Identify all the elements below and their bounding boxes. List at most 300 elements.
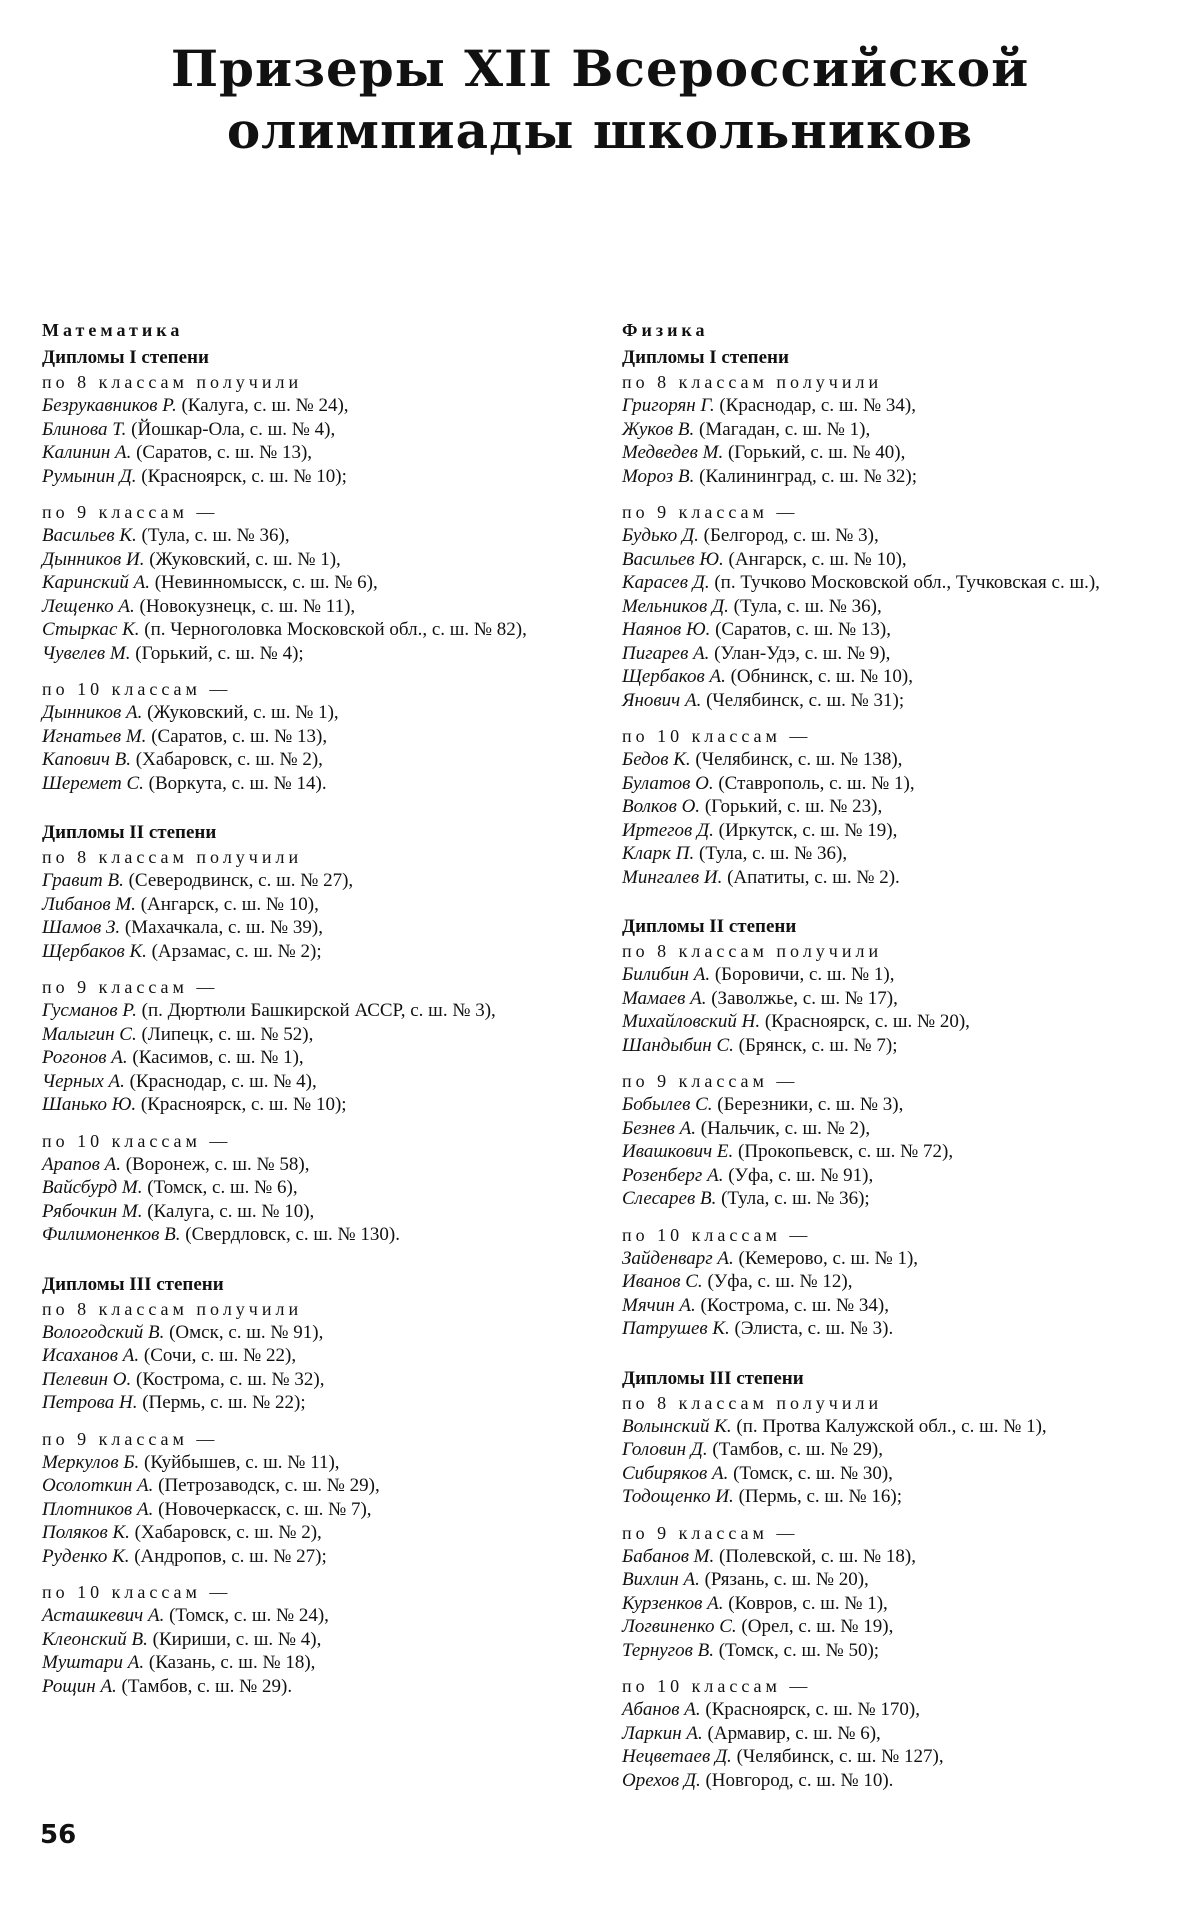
winner-name: Бабанов М. bbox=[622, 1545, 715, 1567]
winner-school: (Уфа, с. ш. № 12), bbox=[707, 1271, 853, 1292]
winner-name: Плотников А. bbox=[42, 1498, 154, 1520]
winner-entry bbox=[622, 866, 1182, 890]
winner-entry bbox=[622, 441, 1182, 465]
winner-entry bbox=[622, 1093, 1182, 1117]
diploma-section bbox=[42, 821, 602, 1247]
grade-group-heading: по 10 классам — bbox=[622, 726, 812, 746]
winner-school: (п. Черноголовка Московской обл., с. ш. № 82), bbox=[144, 619, 527, 640]
winner-entry bbox=[622, 1187, 1182, 1211]
winner-name: Шанько Ю. bbox=[42, 1094, 137, 1115]
winner-entry bbox=[622, 1485, 1182, 1509]
winner-name: Головин Д. bbox=[622, 1439, 708, 1460]
winner-school: (Махачкала, с. ш. № 39), bbox=[124, 917, 323, 938]
winner-school: (Элиста, с. ш. № 3). bbox=[734, 1318, 894, 1339]
winner-entry bbox=[622, 665, 1182, 689]
diploma-section bbox=[622, 915, 1182, 1341]
winner-school: (Краснодар, с. ш. № 4), bbox=[129, 1070, 317, 1092]
winner-name: Стыркас К. bbox=[42, 619, 140, 640]
winner-name: Рощин А. bbox=[42, 1675, 117, 1697]
grade-group-heading: по 10 классам — bbox=[42, 1130, 232, 1151]
winner-name: Орехов Д. bbox=[622, 1769, 701, 1791]
grade-group-heading: по 8 классам получили bbox=[622, 1392, 883, 1413]
winner-entry bbox=[622, 1769, 1182, 1793]
winner-school: (Новочеркасск, с. ш. № 7), bbox=[158, 1498, 372, 1520]
winner-name: Логвиненко С. bbox=[622, 1616, 737, 1637]
winner-school: (Улан-Удэ, с. ш. № 9), bbox=[714, 642, 891, 664]
winner-school: (Красноярск, с. ш. № 10); bbox=[140, 1094, 347, 1115]
winner-school: (Невинномысск, с. ш. № 6), bbox=[154, 572, 378, 593]
winner-name: Дынников А. bbox=[42, 702, 143, 723]
winner-entry bbox=[622, 595, 1182, 619]
winner-school: (Брянск, с. ш. № 7); bbox=[738, 1034, 898, 1056]
grade-group-heading: по 9 классам — bbox=[622, 1071, 799, 1091]
winner-school: (Йошкар-Ола, с. ш. № 4), bbox=[131, 418, 336, 440]
winner-name: Иртегов Д. bbox=[622, 819, 714, 841]
winner-name: Тодощенко И. bbox=[622, 1486, 734, 1507]
winner-school: (Касимов, с. ш. № 1), bbox=[132, 1047, 304, 1068]
winner-entry bbox=[42, 1451, 602, 1475]
winner-school: (Нальчик, с. ш. № 2), bbox=[700, 1117, 871, 1139]
grade-group bbox=[622, 370, 1182, 488]
winner-name: Игнатьев М. bbox=[42, 725, 147, 747]
grade-group bbox=[42, 1580, 602, 1698]
winner-name: Клеонский В. bbox=[42, 1628, 148, 1650]
winner-name: Васильев К. bbox=[42, 525, 137, 546]
winner-name: Шеремет С. bbox=[42, 772, 144, 794]
winner-school: (Прокопьевск, с. ш. № 72), bbox=[738, 1141, 954, 1162]
winner-school: (Саратов, с. ш. № 13), bbox=[715, 619, 892, 640]
winner-entry bbox=[622, 1438, 1182, 1462]
winner-entry bbox=[42, 916, 602, 940]
winner-entry bbox=[42, 1368, 602, 1392]
winner-entry bbox=[42, 1070, 602, 1094]
winner-entry bbox=[42, 772, 602, 796]
winner-entry bbox=[42, 524, 602, 548]
winner-entry bbox=[42, 748, 602, 772]
winner-entry bbox=[622, 1698, 1182, 1722]
winner-school: (Томск, с. ш. № 50); bbox=[718, 1639, 880, 1661]
winner-name: Поляков К. bbox=[42, 1522, 130, 1543]
winner-school: (Красноярск, с. ш. № 10); bbox=[141, 465, 347, 487]
winner-name: Мороз В. bbox=[622, 465, 695, 487]
winner-school: (Томск, с. ш. № 6), bbox=[147, 1177, 298, 1198]
winner-entry bbox=[622, 1615, 1182, 1639]
winner-name: Малыгин С. bbox=[42, 1023, 137, 1045]
winner-name: Муштари А. bbox=[42, 1652, 145, 1673]
winner-school: (Горький, с. ш. № 4); bbox=[135, 642, 304, 664]
grade-group-heading: по 8 классам получили bbox=[42, 847, 303, 867]
winner-school: (п. Тучково Московской обл., Тучковская с. ш.), bbox=[714, 572, 1100, 593]
winner-school: (Воркута, с. ш. № 14). bbox=[148, 772, 327, 794]
grade-group-heading: по 8 классам получили bbox=[42, 372, 303, 392]
winner-entry bbox=[622, 571, 1182, 595]
grade-group-heading: по 8 классам получили bbox=[42, 1298, 303, 1319]
winner-entry bbox=[622, 1545, 1182, 1569]
winner-entry bbox=[42, 465, 602, 489]
winner-name: Булатов О. bbox=[622, 772, 714, 794]
winner-entry bbox=[622, 963, 1182, 987]
winner-school: (Томск, с. ш. № 30), bbox=[733, 1462, 893, 1484]
winner-name: Розенберг А. bbox=[622, 1164, 724, 1186]
winner-name: Пелевин О. bbox=[42, 1368, 132, 1390]
winner-entry bbox=[622, 548, 1182, 572]
grade-group bbox=[42, 1129, 602, 1247]
winner-entry bbox=[622, 842, 1182, 866]
winner-school: (п. Протва Калужской обл., с. ш. № 1), bbox=[736, 1415, 1047, 1437]
winner-name: Ларкин А. bbox=[622, 1722, 703, 1744]
winner-name: Мамаев А. bbox=[622, 987, 707, 1009]
winner-entry bbox=[622, 1010, 1182, 1034]
subject-heading: Физика bbox=[622, 320, 709, 340]
winner-name: Патрушев К. bbox=[622, 1318, 730, 1339]
winner-entry bbox=[622, 642, 1182, 666]
winner-school: (Кемерово, с. ш. № 1), bbox=[738, 1247, 919, 1269]
winner-name: Капович В. bbox=[42, 749, 132, 770]
winner-school: (Северодвинск, с. ш. № 27), bbox=[128, 870, 354, 891]
winner-entry bbox=[622, 1462, 1182, 1486]
winner-school: (Тула, с. ш. № 36), bbox=[141, 525, 290, 546]
winner-school: (Калининград, с. ш. № 32); bbox=[699, 465, 918, 487]
winner-entry bbox=[622, 772, 1182, 796]
winner-entry bbox=[42, 999, 602, 1023]
winner-name: Слесарев В. bbox=[622, 1188, 717, 1209]
grade-group-heading: по 8 классам получили bbox=[622, 941, 883, 961]
winner-school: (Куйбышев, с. ш. № 11), bbox=[144, 1451, 340, 1473]
column-mathematics bbox=[42, 318, 602, 1724]
grade-group-heading: по 8 классам получили bbox=[622, 372, 883, 392]
page-title bbox=[0, 38, 1200, 162]
winner-school: (Ковров, с. ш. № 1), bbox=[728, 1592, 888, 1614]
winner-name: Петрова Н. bbox=[42, 1392, 138, 1413]
winner-name: Арапов А. bbox=[42, 1153, 121, 1175]
page-title-line-1: Призеры XII Всероссийской bbox=[170, 39, 1030, 98]
grade-group bbox=[622, 1223, 1182, 1341]
winner-name: Асташкевич А. bbox=[42, 1605, 165, 1626]
winner-name: Либанов М. bbox=[42, 893, 136, 915]
winner-school: (п. Дюртюли Башкирской АССР, с. ш. № 3), bbox=[141, 1000, 496, 1021]
winner-name: Калинин А. bbox=[42, 442, 132, 463]
winner-name: Ивашкович Е. bbox=[622, 1141, 734, 1162]
winner-school: (Горький, с. ш. № 23), bbox=[704, 796, 883, 817]
winner-school: (Магадан, с. ш. № 1), bbox=[699, 418, 871, 440]
diploma-section bbox=[42, 346, 602, 795]
grade-group-heading: по 9 классам — bbox=[42, 1428, 219, 1449]
winner-name: Безнев А. bbox=[622, 1117, 697, 1139]
winner-name: Вайсбурд М. bbox=[42, 1177, 143, 1198]
winner-entry bbox=[42, 1651, 602, 1675]
winner-entry bbox=[622, 795, 1182, 819]
winner-entry bbox=[42, 940, 602, 964]
winner-name: Бедов К. bbox=[622, 749, 691, 770]
winner-school: (Тамбов, с. ш. № 29), bbox=[712, 1439, 883, 1460]
winner-school: (Красноярск, с. ш. № 170), bbox=[705, 1699, 921, 1720]
winner-school: (Горький, с. ш. № 40), bbox=[727, 442, 906, 463]
winner-entry bbox=[42, 1498, 602, 1522]
grade-group bbox=[622, 1521, 1182, 1663]
winner-name: Мячин А. bbox=[622, 1294, 696, 1316]
winner-entry bbox=[42, 1675, 602, 1699]
winner-name: Безрукавников Р. bbox=[42, 395, 177, 416]
winner-name: Григорян Г. bbox=[622, 395, 715, 416]
winner-school: (Обнинск, с. ш. № 10), bbox=[730, 666, 913, 687]
grade-group-heading: по 10 классам — bbox=[42, 679, 232, 699]
winner-name: Каринский А. bbox=[42, 572, 150, 593]
winner-name: Жуков В. bbox=[622, 418, 695, 440]
winner-school: (Омск, с. ш. № 91), bbox=[169, 1321, 324, 1343]
winner-school: (Рязань, с. ш. № 20), bbox=[704, 1569, 869, 1590]
winner-school: (Петрозаводск, с. ш. № 29), bbox=[158, 1475, 380, 1496]
winner-school: (Новгород, с. ш. № 10). bbox=[705, 1769, 894, 1791]
winner-entry bbox=[622, 1415, 1182, 1439]
column-physics bbox=[622, 318, 1182, 1818]
winner-name: Меркулов Б. bbox=[42, 1451, 140, 1473]
grade-group-heading: по 9 классам — bbox=[42, 977, 219, 997]
winner-entry bbox=[42, 869, 602, 893]
winner-entry bbox=[622, 987, 1182, 1011]
winner-name: Иванов С. bbox=[622, 1271, 703, 1292]
winner-name: Тернугов В. bbox=[622, 1639, 714, 1661]
winner-name: Гравит В. bbox=[42, 870, 124, 891]
page-title-line-2: олимпиады школьников bbox=[226, 101, 974, 160]
winner-entry bbox=[42, 418, 602, 442]
grade-group bbox=[42, 975, 602, 1117]
diploma-heading: Дипломы I степени bbox=[622, 347, 789, 368]
winner-entry bbox=[622, 819, 1182, 843]
grade-group bbox=[622, 724, 1182, 889]
winner-school: (Пермь, с. ш. № 16); bbox=[738, 1486, 902, 1507]
winner-school: (Новокузнецк, с. ш. № 11), bbox=[139, 595, 356, 617]
winner-name: Вихлин А. bbox=[622, 1569, 700, 1590]
winner-name: Медведев М. bbox=[622, 442, 724, 463]
grade-group-heading: по 9 классам — bbox=[622, 502, 799, 522]
winner-school: (Челябинск, с. ш. № 127), bbox=[736, 1746, 944, 1767]
winner-name: Руденко К. bbox=[42, 1545, 130, 1567]
winner-entry bbox=[42, 441, 602, 465]
winner-name: Сибиряков А. bbox=[622, 1462, 729, 1484]
grade-group bbox=[42, 1297, 602, 1415]
winner-school: (Свердловск, с. ш. № 130). bbox=[185, 1224, 400, 1245]
winner-name: Лещенко А. bbox=[42, 595, 135, 617]
winner-name: Шамов З. bbox=[42, 917, 121, 938]
grade-group-heading: по 10 классам — bbox=[622, 1676, 812, 1696]
winner-entry bbox=[42, 1023, 602, 1047]
winner-entry bbox=[42, 1153, 602, 1177]
winner-entry bbox=[622, 748, 1182, 772]
winner-school: (Тула, с. ш. № 36), bbox=[699, 843, 848, 864]
grade-group-heading: по 9 классам — bbox=[42, 502, 219, 522]
winner-entry bbox=[42, 701, 602, 725]
grade-group bbox=[622, 1069, 1182, 1211]
winner-school: (Саратов, с. ш. № 13), bbox=[151, 725, 328, 747]
winner-school: (Армавир, с. ш. № 6), bbox=[707, 1722, 881, 1744]
winner-school: (Сочи, с. ш. № 22), bbox=[143, 1345, 297, 1366]
grade-group-heading: по 10 классам — bbox=[42, 1582, 232, 1602]
winner-school: (Уфа, с. ш. № 91), bbox=[728, 1164, 874, 1186]
winner-school: (Кострома, с. ш. № 32), bbox=[136, 1368, 325, 1390]
winner-name: Румынин Д. bbox=[42, 465, 137, 487]
winner-school: (Иркутск, с. ш. № 19), bbox=[718, 819, 898, 841]
winner-name: Чувелев М. bbox=[42, 642, 131, 664]
winner-entry bbox=[42, 1545, 602, 1569]
grade-group bbox=[42, 370, 602, 488]
winner-school: (Апатиты, с. ш. № 2). bbox=[727, 866, 900, 888]
winner-school: (Калуга, с. ш. № 10), bbox=[147, 1200, 315, 1222]
diploma-section bbox=[622, 346, 1182, 889]
winner-entry bbox=[42, 1176, 602, 1200]
winner-name: Щербаков А. bbox=[622, 666, 726, 687]
winner-name: Васильев Ю. bbox=[622, 548, 724, 570]
winner-entry bbox=[42, 394, 602, 418]
winner-name: Мельников Д. bbox=[622, 595, 729, 617]
winner-name: Волков О. bbox=[622, 796, 701, 817]
winner-name: Пигарев А. bbox=[622, 642, 710, 664]
winner-entry bbox=[622, 1639, 1182, 1663]
winner-entry bbox=[622, 1745, 1182, 1769]
winner-school: (Заволжье, с. ш. № 17), bbox=[711, 987, 898, 1009]
winner-school: (Липецк, с. ш. № 52), bbox=[141, 1023, 314, 1045]
winner-name: Волынский К. bbox=[622, 1415, 732, 1437]
winner-name: Черных А. bbox=[42, 1070, 125, 1092]
winner-school: (Жуковский, с. ш. № 1), bbox=[147, 702, 339, 723]
winner-school: (Красноярск, с. ш. № 20), bbox=[764, 1011, 970, 1032]
grade-group bbox=[622, 939, 1182, 1057]
winner-school: (Тула, с. ш. № 36); bbox=[721, 1188, 870, 1209]
winner-name: Наянов Ю. bbox=[622, 619, 711, 640]
winner-school: (Кострома, с. ш. № 34), bbox=[700, 1294, 889, 1316]
winner-name: Шандыбин С. bbox=[622, 1034, 734, 1056]
grade-group bbox=[622, 1391, 1182, 1509]
winner-school: (Томск, с. ш. № 24), bbox=[169, 1605, 329, 1626]
winner-school: (Ангарск, с. ш. № 10), bbox=[728, 548, 907, 570]
winner-entry bbox=[622, 1164, 1182, 1188]
diploma-section bbox=[622, 1367, 1182, 1793]
winner-entry bbox=[42, 642, 602, 666]
winner-school: (Тамбов, с. ш. № 29). bbox=[121, 1675, 293, 1697]
winner-school: (Березники, с. ш. № 3), bbox=[717, 1094, 904, 1115]
diploma-heading: Дипломы II степени bbox=[622, 916, 797, 937]
winner-entry bbox=[42, 571, 602, 595]
winner-school: (Воронеж, с. ш. № 58), bbox=[125, 1153, 310, 1175]
grade-group-heading: по 9 классам — bbox=[622, 1522, 799, 1543]
winner-name: Дынников И. bbox=[42, 548, 145, 570]
winner-entry bbox=[42, 1391, 602, 1415]
winner-entry bbox=[622, 394, 1182, 418]
winner-entry bbox=[42, 1521, 602, 1545]
winner-entry bbox=[622, 1568, 1182, 1592]
winner-school: (Хабаровск, с. ш. № 2), bbox=[135, 749, 323, 770]
winner-school: (Полевской, с. ш. № 18), bbox=[719, 1545, 916, 1567]
winner-name: Блинова Т. bbox=[42, 418, 127, 440]
diploma-heading: Дипломы II степени bbox=[42, 822, 217, 843]
winner-school: (Краснодар, с. ш. № 34), bbox=[719, 395, 916, 416]
winner-name: Гусманов Р. bbox=[42, 1000, 137, 1021]
winner-entry bbox=[42, 618, 602, 642]
grade-group bbox=[622, 1674, 1182, 1792]
winner-entry bbox=[622, 1722, 1182, 1746]
winner-entry bbox=[42, 1474, 602, 1498]
winner-name: Рябочкин М. bbox=[42, 1200, 143, 1222]
winner-school: (Челябинск, с. ш. № 31); bbox=[706, 689, 905, 711]
winner-entry bbox=[622, 1270, 1182, 1294]
winner-entry bbox=[42, 1093, 602, 1117]
winner-entry bbox=[42, 725, 602, 749]
winner-entry bbox=[622, 1294, 1182, 1318]
winner-entry bbox=[42, 1200, 602, 1224]
winner-name: Нецветаев Д. bbox=[622, 1746, 732, 1767]
winner-name: Исаханов А. bbox=[42, 1345, 140, 1366]
winner-school: (Белгород, с. ш. № 3), bbox=[703, 525, 879, 546]
winner-entry bbox=[42, 595, 602, 619]
winner-entry bbox=[622, 1140, 1182, 1164]
winner-school: (Хабаровск, с. ш. № 2), bbox=[134, 1522, 322, 1543]
winner-school: (Кириши, с. ш. № 4), bbox=[152, 1628, 322, 1650]
winner-name: Бобылев С. bbox=[622, 1094, 713, 1115]
winner-name: Курзенков А. bbox=[622, 1592, 724, 1614]
grade-group bbox=[42, 1427, 602, 1569]
winner-entry bbox=[622, 1117, 1182, 1141]
diploma-section bbox=[42, 1273, 602, 1699]
grade-group-heading: по 10 классам — bbox=[622, 1224, 812, 1245]
winner-entry bbox=[622, 618, 1182, 642]
winner-name: Будько Д. bbox=[622, 525, 699, 546]
winner-school: (Калуга, с. ш. № 24), bbox=[181, 395, 349, 416]
winner-entry bbox=[622, 1247, 1182, 1271]
winner-name: Карасев Д. bbox=[622, 572, 710, 593]
winner-name: Филимоненков В. bbox=[42, 1224, 181, 1245]
winner-entry bbox=[42, 1344, 602, 1368]
winner-school: (Пермь, с. ш. № 22); bbox=[142, 1392, 306, 1413]
winner-school: (Орел, с. ш. № 19), bbox=[741, 1616, 894, 1637]
winner-school: (Казань, с. ш. № 18), bbox=[148, 1652, 316, 1673]
winner-name: Кларк П. bbox=[622, 843, 695, 864]
winner-school: (Челябинск, с. ш. № 138), bbox=[695, 749, 903, 770]
winner-school: (Андропов, с. ш. № 27); bbox=[134, 1545, 327, 1567]
diploma-heading: Дипломы I степени bbox=[42, 347, 209, 368]
winner-name: Щербаков К. bbox=[42, 940, 147, 962]
winner-name: Янович А. bbox=[622, 689, 702, 711]
winner-name: Михайловский Н. bbox=[622, 1011, 761, 1032]
winner-school: (Ставрополь, с. ш. № 1), bbox=[718, 772, 915, 794]
winner-entry bbox=[622, 1034, 1182, 1058]
winner-entry bbox=[42, 1321, 602, 1345]
winner-school: (Жуковский, с. ш. № 1), bbox=[149, 548, 341, 570]
diploma-heading: Дипломы III степени bbox=[622, 1367, 804, 1389]
grade-group bbox=[42, 677, 602, 795]
winner-name: Зайденварг А. bbox=[622, 1247, 734, 1269]
winner-name: Рогонов А. bbox=[42, 1047, 128, 1068]
grade-group bbox=[42, 500, 602, 665]
grade-group bbox=[622, 500, 1182, 712]
winner-name: Осолоткин А. bbox=[42, 1475, 154, 1496]
diploma-heading: Дипломы III степени bbox=[42, 1273, 224, 1295]
winner-name: Абанов А. bbox=[622, 1699, 701, 1720]
page-number: 56 bbox=[40, 1820, 77, 1850]
winner-entry bbox=[622, 524, 1182, 548]
winner-entry bbox=[622, 689, 1182, 713]
subject-heading: Математика bbox=[42, 320, 184, 340]
winner-school: (Ангарск, с. ш. № 10), bbox=[140, 893, 319, 915]
winner-school: (Тула, с. ш. № 36), bbox=[733, 595, 882, 617]
winner-entry bbox=[42, 548, 602, 572]
winner-school: (Саратов, с. ш. № 13), bbox=[136, 442, 313, 463]
winner-name: Билибин А. bbox=[622, 964, 711, 985]
winner-entry bbox=[622, 465, 1182, 489]
winner-entry bbox=[42, 1628, 602, 1652]
grade-group bbox=[42, 845, 602, 963]
winner-entry bbox=[42, 1223, 602, 1247]
winner-entry bbox=[622, 1317, 1182, 1341]
winner-name: Вологодский В. bbox=[42, 1321, 165, 1343]
